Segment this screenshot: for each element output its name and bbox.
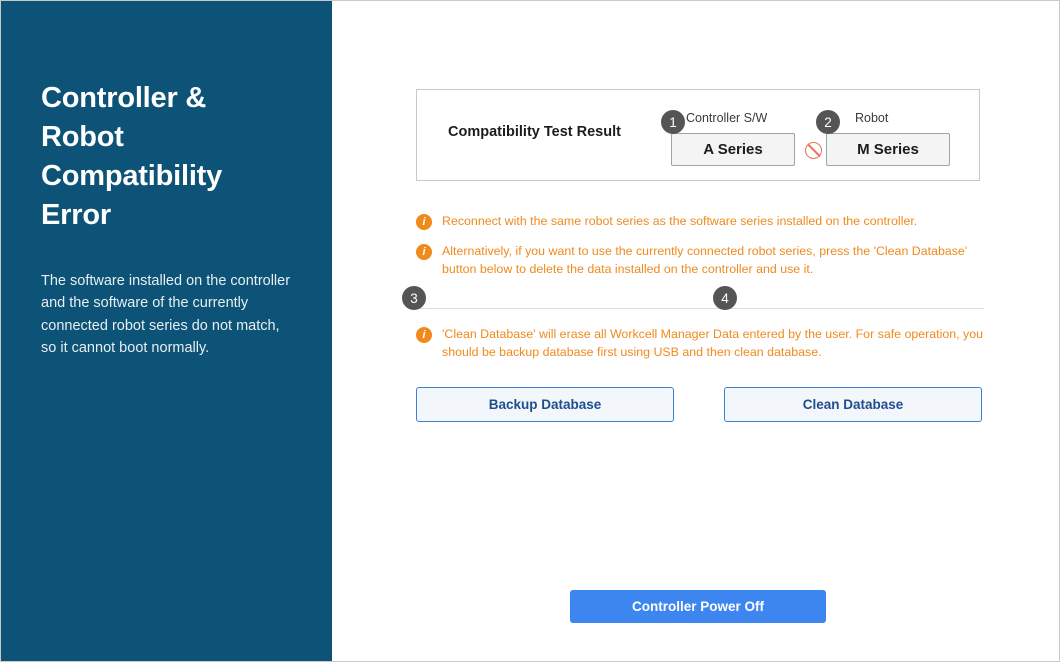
note-text: 'Clean Database' will erase all Workcell Manager Data entered by the user. For safe operation, you should be backup database first using USB and then clean database.: [442, 327, 984, 359]
notes-warning: [416, 326, 996, 374]
step-marker-4: 4: [713, 286, 737, 310]
robot-caption: Robot: [855, 111, 889, 125]
note-item: [416, 326, 996, 362]
backup-database-button[interactable]: Backup Database: [416, 387, 674, 422]
info-icon: i: [416, 327, 432, 343]
robot-value: M Series: [826, 133, 950, 166]
step-marker-2: 2: [816, 110, 840, 134]
page-description: The software installed on the controller and the software of the currently connected robot series do not match, so it cannot boot normally.: [41, 272, 291, 356]
step-marker-1: 1: [661, 110, 685, 134]
controller-power-off-button[interactable]: Controller Power Off: [570, 590, 826, 623]
no-entry-icon: [805, 142, 822, 159]
controller-sw-caption: Controller S/W: [686, 111, 768, 125]
info-icon: i: [416, 244, 432, 260]
note-text: Reconnect with the same robot series as the software series installed on the controller.: [442, 214, 918, 228]
note-item: [416, 213, 986, 231]
info-icon: i: [416, 214, 432, 230]
step-marker-3: 3: [402, 286, 426, 310]
note-text: Alternatively, if you want to use the currently connected robot series, press the 'Clean Database' button below to delete the data installed on the controller and use it.: [442, 243, 968, 276]
content-panel: [332, 1, 1059, 661]
compatibility-result-label: Compatibility Test Result: [448, 124, 621, 140]
notes-primary: [416, 213, 986, 291]
controller-sw-value: A Series: [671, 133, 795, 166]
info-panel: [1, 1, 332, 661]
clean-database-button[interactable]: Clean Database: [724, 387, 982, 422]
note-item: [416, 243, 986, 279]
page-title: Controller & Robot Compatibility Error: [41, 82, 223, 232]
section-divider: [416, 308, 984, 309]
compatibility-result-box: [416, 89, 980, 181]
